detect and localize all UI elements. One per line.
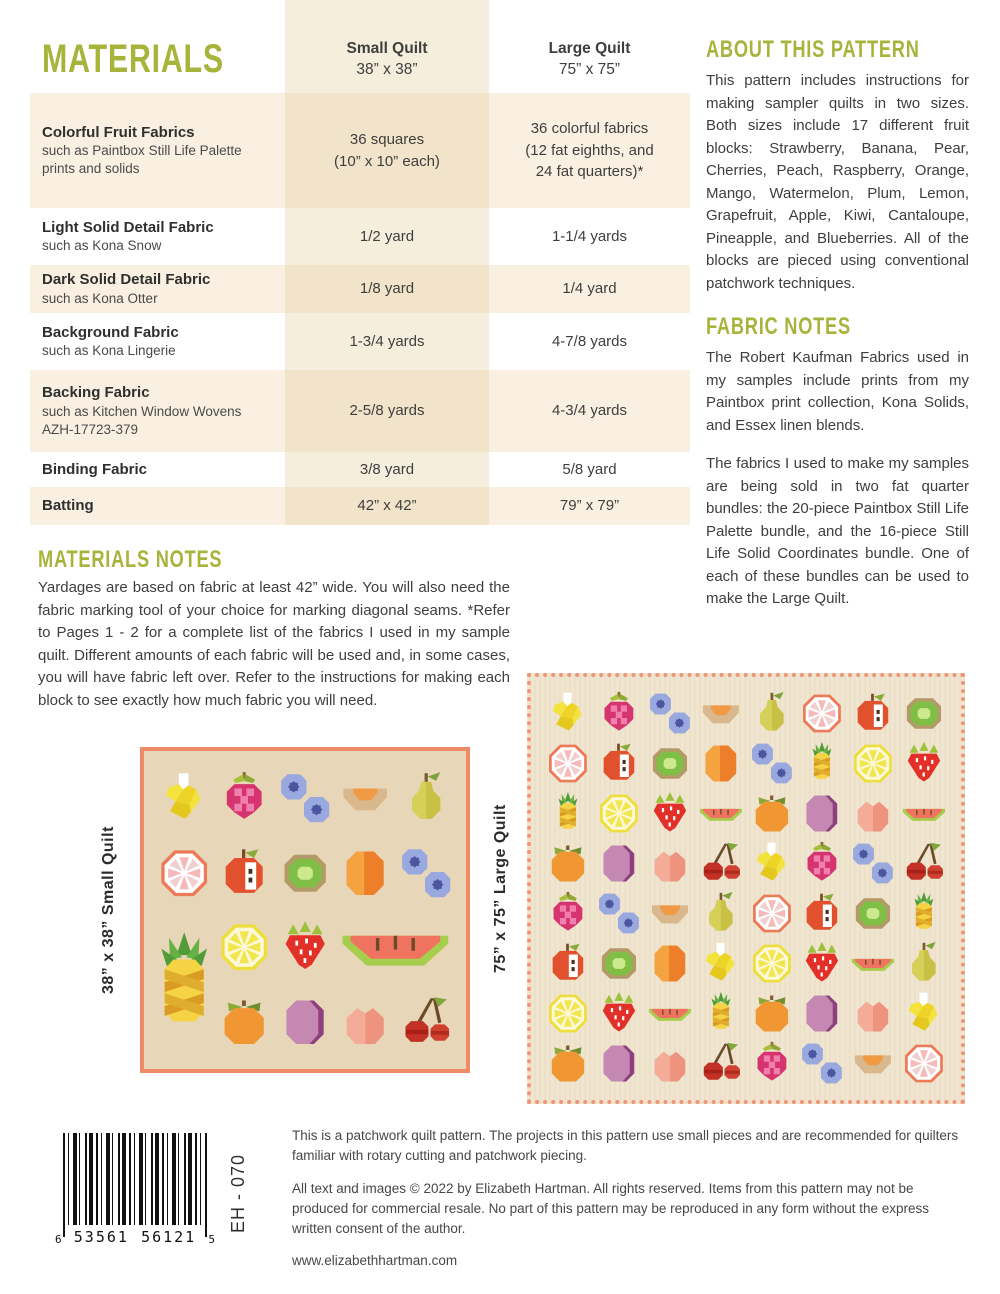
quilt-block-strawberry	[799, 941, 845, 986]
quilt-block-cherries	[399, 988, 453, 1057]
fabric-notes	[42, 403, 271, 439]
fabric-notes-paragraph-1: The Robert Kaufman Fabrics used in my samples include prints from my Paintbox print collection, Kona Solids, and Essex linen blends.	[706, 349, 969, 434]
small-quilt-value-cell	[285, 313, 489, 370]
quilt-block-strawberry	[647, 791, 693, 836]
quilt-block-watermelon	[850, 941, 896, 986]
small-quilt-grid	[157, 764, 453, 1056]
yardage-line: (10” x 10” each)	[334, 152, 440, 170]
fabric-notes-paragraph-2: The fabrics I used to make my samples are being sold in two fat quarter bundles: the 20-piece Paintbox Still Life Palette bundle, and the 16-piece Still Life Solid Coordinates bundle. One of each of these bundles can be used to make the Large Quilt.	[706, 455, 969, 607]
quilt-block-pineapple	[545, 791, 591, 836]
quilt-block-cantaloupe	[698, 691, 744, 736]
yardage-line: 4-3/4 yards	[551, 402, 628, 420]
fabric-label-cell	[30, 208, 285, 265]
fabric-name: Light Solid Detail Fabric	[42, 218, 214, 236]
large-quilt-image	[527, 673, 965, 1104]
large-quilt-label: 75” x 75” Large Quilt	[492, 804, 509, 973]
fabric-name: Binding Fabric	[42, 460, 147, 478]
quilt-block-lemon	[217, 913, 271, 982]
quilt-block-orange	[545, 841, 591, 886]
quilt-block-raspberry	[596, 691, 642, 736]
yardage-line: 42” x 42”	[357, 497, 417, 515]
quilt-block-kiwi	[850, 891, 896, 936]
materials-table	[30, 0, 690, 525]
yardage-line: 24 fat quarters)*	[535, 163, 644, 181]
footer-copyright: All text and images © 2022 by Elizabeth Hartman. All rights reserved. Items from this pattern may not be produced for commercial resale. No part of this pattern may be reproduced in any form without the express written consent of the author.	[292, 1180, 930, 1236]
quilt-block-pineapple	[901, 891, 947, 936]
quilt-block-orange	[749, 991, 795, 1036]
fabric-note-line: such as Kitchen Window Wovens	[42, 403, 242, 419]
barcode-group-1: 53561	[73, 1228, 129, 1246]
fabric-name: Backing Fabric	[42, 384, 150, 402]
quilt-block-blueberries	[278, 764, 332, 833]
quilt-block-watermelon	[901, 791, 947, 836]
quilt-block-orange	[545, 1041, 591, 1086]
small-quilt-value-cell	[285, 370, 489, 452]
quilt-block-pear	[901, 941, 947, 986]
fabric-note-line: such as Kona Snow	[42, 238, 162, 254]
small-quilt-label: 38” x 38” Small Quilt	[100, 826, 117, 994]
quilt-block-mango	[647, 941, 693, 986]
large-quilt-value-cell	[489, 370, 690, 452]
yardage-line: 1/2 yard	[359, 227, 415, 245]
large-quilt-value-cell	[489, 452, 690, 487]
materials-notes-heading: MATERIALS NOTES	[38, 546, 223, 573]
fabric-label-cell	[30, 265, 285, 313]
large-quilt-value-cell	[489, 208, 690, 265]
quilt-block-grapefruit	[799, 691, 845, 736]
quilt-block-banana	[545, 691, 591, 736]
quilt-block-raspberry	[749, 1041, 795, 1086]
quilt-block-peach	[647, 841, 693, 886]
yardage-line: 1-1/4 yards	[551, 227, 628, 245]
fabric-name: Background Fabric	[42, 323, 179, 341]
quilt-block-pineapple	[698, 991, 744, 1036]
quilt-block-banana	[157, 764, 211, 833]
quilt-block-plum	[596, 841, 642, 886]
quilt-block-blueberries	[850, 841, 896, 886]
fabric-name: Dark Solid Detail Fabric	[42, 271, 211, 289]
fabric-note-line: such as Kona Lingerie	[42, 343, 176, 359]
small-quilt-image	[140, 747, 470, 1073]
quilt-block-blueberries	[399, 839, 453, 908]
fabric-label-cell	[30, 93, 285, 208]
quilt-block-strawberry	[901, 741, 947, 786]
quilt-block-mango	[338, 839, 392, 908]
quilt-block-peach	[647, 1041, 693, 1086]
quilt-block-cantaloupe	[338, 764, 392, 833]
yardage-line: 1/8 yard	[359, 280, 415, 298]
quilt-block-lemon	[596, 791, 642, 836]
quilt-block-kiwi	[278, 839, 332, 908]
quilt-block-peach	[338, 988, 392, 1057]
about-body: This pattern includes instructions for making sampler quilts in two sizes. Both sizes include 17 different fruit blocks: Strawberry, Banana, Pear, Cherries, Peach, Raspberry, Orange, Mango, Watermelon, Plum, Lemon, Grapefruit, Apple, Kiwi, Cantaloupe, Pineapple, and Blueberries. All of the blocks are pieced using conventional patchwork techniques.	[706, 72, 969, 292]
fabric-notes-heading: FABRIC NOTES	[706, 313, 851, 340]
small-quilt-value-cell	[285, 208, 489, 265]
quilt-block-apple	[545, 941, 591, 986]
fabric-name: Colorful Fruit Fabrics	[42, 123, 195, 141]
quilt-block-mango	[698, 741, 744, 786]
quilt-block-strawberry	[596, 991, 642, 1036]
barcode-digits	[55, 1228, 215, 1246]
quilt-block-strawberry	[278, 913, 332, 982]
fabric-note-line: AZH-17723-379	[42, 421, 139, 437]
yardage-line: 3/8 yard	[359, 460, 415, 478]
large-quilt-value-cell	[489, 487, 690, 525]
yardage-line: 79” x 79”	[559, 497, 620, 515]
quilt-block-orange	[217, 988, 271, 1057]
quilt-block-pineapple	[157, 913, 211, 1056]
quilt-block-apple	[217, 839, 271, 908]
quilt-block-kiwi	[901, 691, 947, 736]
column-size: 38” x 38”	[356, 61, 418, 79]
barcode-digit-right: 5	[208, 1233, 215, 1246]
quilt-block-peach	[850, 991, 896, 1036]
quilt-block-apple	[799, 891, 845, 936]
yardage-line: 1-3/4 yards	[349, 332, 425, 350]
fabric-label-cell	[30, 487, 285, 525]
yardage-line: 4-7/8 yards	[551, 332, 628, 350]
quilt-block-orange	[749, 791, 795, 836]
quilt-block-pear	[698, 891, 744, 936]
quilt-block-watermelon	[647, 991, 693, 1036]
materials-notes-body: Yardages are based on fabric at least 42” wide. You will also need the fabric marking tool of your choice for marking diagonal seams. *Refer to Pages 1 - 2 for a complete list of the fabrics I used in my sample quilt. Different amounts of each fabric will be used and, in some cases, you will have fabric left over. Refer to the instructions for making each block to see exactly how much fabric you will need.	[38, 579, 510, 709]
barcode-bars-icon	[63, 1133, 207, 1225]
quilt-block-blueberries	[647, 691, 693, 736]
quilt-block-cantaloupe	[647, 891, 693, 936]
right-column	[706, 34, 969, 627]
small-quilt-value-cell	[285, 265, 489, 313]
footer	[292, 1126, 964, 1284]
fabric-note-line: such as Kona Otter	[42, 290, 158, 306]
fabric-note-line: such as Paintbox Still Life Palette prints and solids	[42, 143, 242, 177]
about-heading: ABOUT THIS PATTERN	[706, 36, 920, 63]
quilt-block-apple	[596, 741, 642, 786]
fabric-label-cell	[30, 452, 285, 487]
yardage-line: 2-5/8 yards	[349, 402, 425, 420]
fabric-name: Batting	[42, 497, 94, 515]
small-quilt-value-cell	[285, 93, 489, 208]
quilt-block-blueberries	[799, 1041, 845, 1086]
quilt-block-cherries	[698, 1041, 744, 1086]
materials-section	[30, 0, 690, 525]
quilt-block-plum	[799, 791, 845, 836]
quilt-block-cantaloupe	[850, 1041, 896, 1086]
quilt-block-pear	[399, 764, 453, 833]
large-quilt-value-cell	[489, 265, 690, 313]
barcode	[55, 1133, 215, 1246]
quilt-block-plum	[278, 988, 332, 1057]
quilt-block-grapefruit	[545, 741, 591, 786]
quilt-block-watermelon	[698, 791, 744, 836]
fabric-notes	[42, 342, 271, 360]
yardage-line: 36 squares	[349, 130, 425, 148]
small-quilt-value-cell	[285, 452, 489, 487]
quilt-block-lemon	[749, 941, 795, 986]
materials-heading: MATERIALS	[42, 37, 224, 81]
fabric-notes	[42, 142, 271, 178]
quilt-block-blueberries	[596, 891, 642, 936]
fabric-label-cell	[30, 370, 285, 452]
barcode-digit-left: 6	[55, 1233, 62, 1246]
barcode-group-2: 56121	[141, 1228, 197, 1246]
column-label: Small Quilt	[346, 39, 428, 57]
yardage-line: 36 colorful fabrics	[530, 119, 649, 137]
quilt-block-plum	[596, 1041, 642, 1086]
quilt-block-pear	[749, 691, 795, 736]
quilt-block-banana	[749, 841, 795, 886]
fabric-label-cell	[30, 313, 285, 370]
quilt-block-plum	[799, 991, 845, 1036]
quilt-block-banana	[698, 941, 744, 986]
large-quilt-value-cell	[489, 93, 690, 208]
quilt-block-kiwi	[596, 941, 642, 986]
quilt-block-peach	[850, 791, 896, 836]
quilt-block-apple	[850, 691, 896, 736]
yardage-line: 5/8 yard	[562, 460, 617, 478]
quilt-block-grapefruit	[749, 891, 795, 936]
quilt-block-grapefruit	[901, 1041, 947, 1086]
footer-disclaimer: This is a patchwork quilt pattern. The projects in this pattern use small pieces and are recommended for quilters familiar with rotary cutting and patchwork piecing.	[292, 1128, 959, 1164]
quilt-block-raspberry	[799, 841, 845, 886]
large-quilt-value-cell	[489, 313, 690, 370]
quilt-block-cherries	[901, 841, 947, 886]
fabric-notes	[42, 290, 271, 308]
quilt-block-grapefruit	[157, 839, 211, 908]
fabric-notes	[42, 237, 271, 255]
small-quilt-value-cell	[285, 487, 489, 525]
yardage-line: 1/4 yard	[562, 280, 617, 298]
yardage-line: (12 fat eighths, and	[525, 141, 654, 159]
footer-website: www.elizabethhartman.com	[292, 1253, 458, 1269]
quilt-block-banana	[901, 991, 947, 1036]
quilt-block-blueberries	[749, 741, 795, 786]
column-header-large-quilt	[489, 0, 690, 93]
column-label: Large Quilt	[548, 39, 631, 57]
pattern-sku: EH - 070	[228, 1153, 248, 1233]
quilt-block-kiwi	[647, 741, 693, 786]
column-size: 75” x 75”	[558, 61, 621, 79]
quilt-block-cherries	[698, 841, 744, 886]
quilt-block-raspberry	[217, 764, 271, 833]
quilt-block-raspberry	[545, 891, 591, 936]
quilt-block-lemon	[850, 741, 896, 786]
column-header-small-quilt	[285, 0, 489, 93]
quilt-block-watermelon	[338, 913, 453, 982]
quilt-block-lemon	[545, 991, 591, 1036]
materials-notes-section	[38, 548, 510, 728]
quilt-block-pineapple	[799, 741, 845, 786]
large-quilt-grid	[545, 691, 947, 1086]
